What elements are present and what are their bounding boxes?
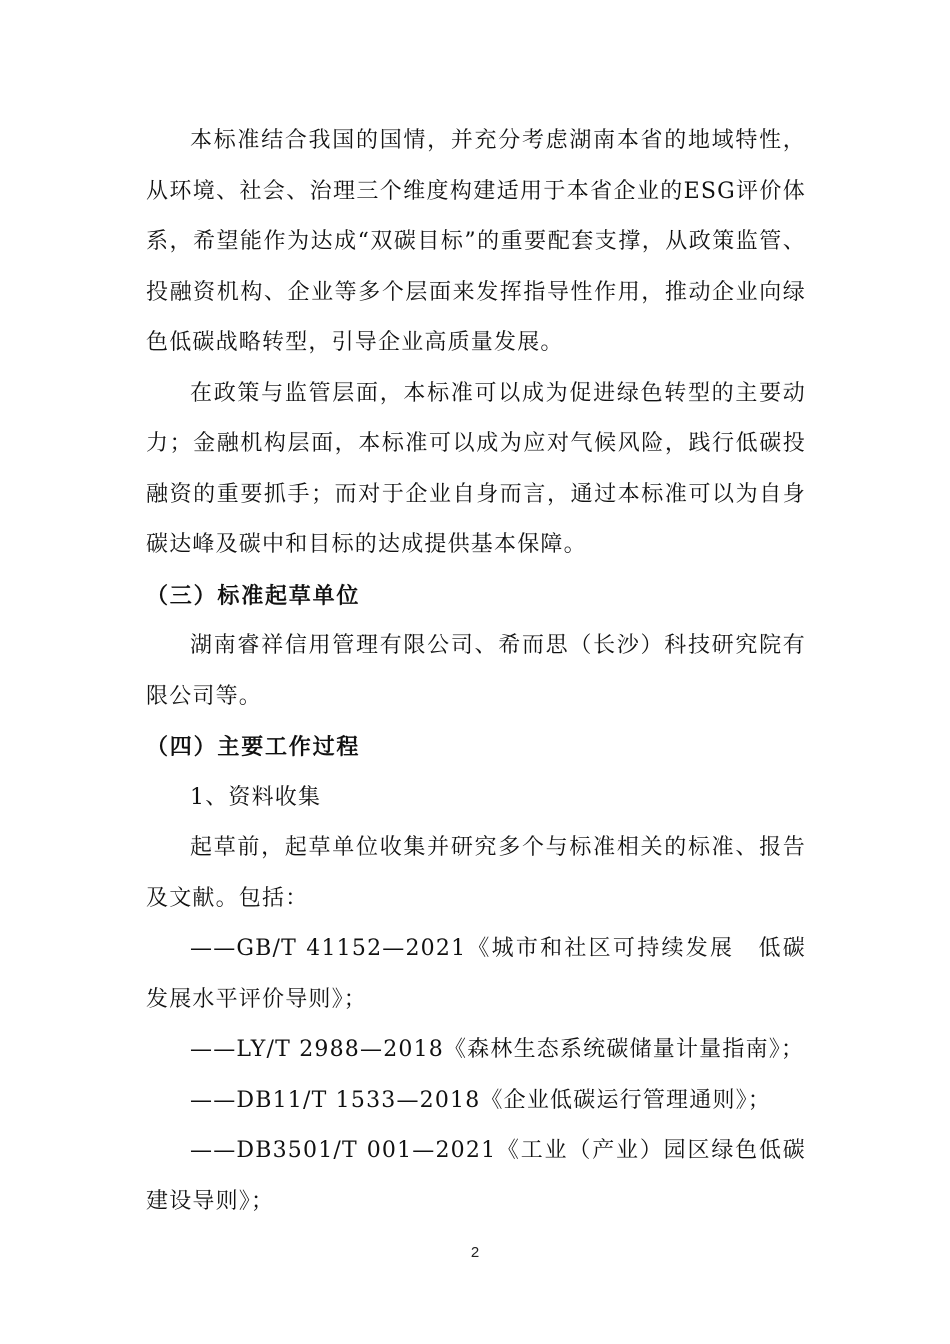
paragraph-data-collection: 起草前，起草单位收集并研究多个与标准相关的标准、报告及文献。包括： [146, 835, 806, 911]
paragraph-policy-levels: 在政策与监管层面，本标准可以成为促进绿色转型的主要动力；金融机构层面，本标准可以成为应对气候风险，践行低碳投融资的重要抓手；而对于企业自身而言，通过本标准可以为自身碳达峰及碳中和目标的达成提供基本保障。 [146, 380, 806, 557]
reference-item: ——LY/T 2988—2018《森林生态系统碳储量计量指南》； [190, 1037, 805, 1062]
paragraph-esg-framework: 本标准结合我国的国情，并充分考虑湖南本省的地域特性，从环境、社会、治理三个维度构建适用于本省企业的ESG评价体系，希望能作为达成“双碳目标”的重要配套支撑，从政策监管、投融资机构、企业等多个层面来发挥指导性作用，推动企业向绿色低碳战略转型，引导企业高质量发展。 [146, 128, 806, 355]
reference-item: ——DB11/T 1533—2018《企业低碳运行管理通则》； [190, 1087, 772, 1113]
reference-item: ——DB3501/T 001—2021《工业（产业）园区绿色低碳建设导则》； [146, 1138, 806, 1214]
page-number: 2 [470, 1244, 480, 1261]
document-body [146, 116, 806, 1227]
paragraph-drafting-units: 湖南睿祥信用管理有限公司、希而思（长沙）科技研究院有限公司等。 [146, 633, 806, 709]
heading-drafting-units: （三）标准起草单位 [146, 582, 361, 609]
reference-item: ——GB/T 41152—2021《城市和社区可持续发展 低碳发展水平评价导则》； [146, 936, 806, 1012]
subheading-data-collection: 1、资料收集 [190, 784, 322, 810]
heading-work-process: （四）主要工作过程 [146, 734, 361, 760]
